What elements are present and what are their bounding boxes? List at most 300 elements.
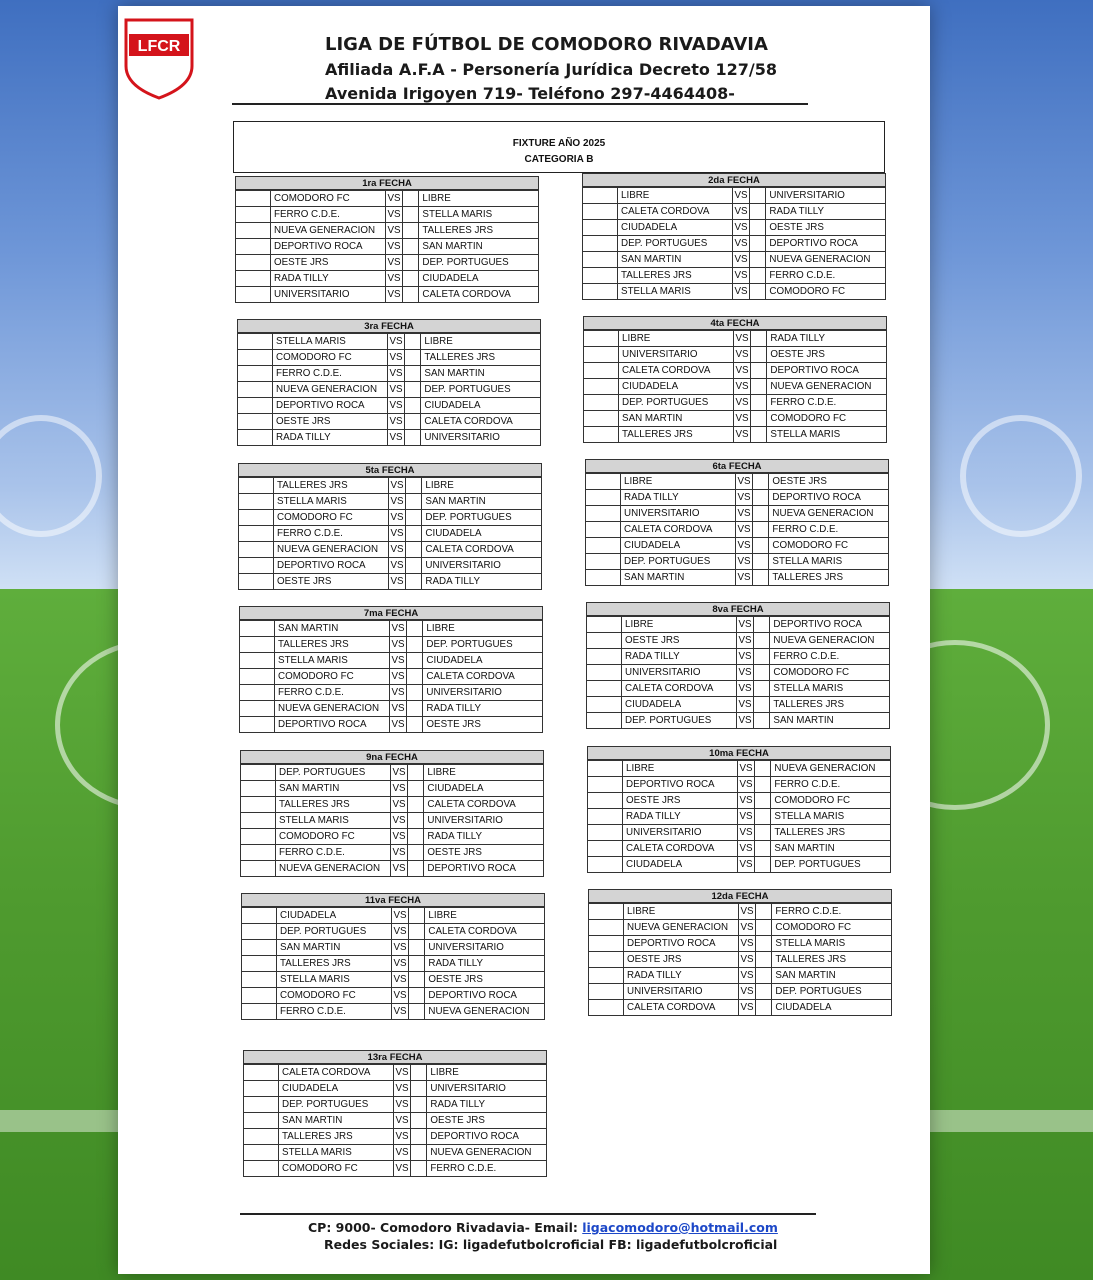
away-team: STELLA MARIS — [771, 809, 891, 825]
away-team: DEP. PORTUGUES — [772, 984, 892, 1000]
row-index-cell — [244, 1081, 279, 1097]
away-team: DEP. PORTUGUES — [421, 382, 541, 398]
row-index-cell — [242, 908, 277, 924]
league-name: LIGA DE FÚTBOL DE COMODORO RIVADAVIA — [325, 34, 768, 55]
row-index-cell — [587, 633, 622, 649]
match-row — [239, 494, 542, 510]
away-team: STELLA MARIS — [772, 936, 892, 952]
vs-label: VS — [388, 334, 404, 350]
spacer-cell — [402, 255, 418, 271]
vs-label: VS — [389, 478, 405, 494]
home-team: COMODORO FC — [276, 829, 391, 845]
footer-email-link[interactable]: ligacomodoro@hotmail.com — [582, 1220, 778, 1235]
round-title: 1ra FECHA — [235, 176, 539, 190]
away-team: FERRO C.D.E. — [766, 268, 886, 284]
away-team: SAN MARTIN — [421, 366, 541, 382]
row-index-cell — [242, 972, 277, 988]
vs-label: VS — [394, 1129, 410, 1145]
home-team: FERRO C.D.E. — [275, 685, 390, 701]
row-index-cell — [587, 713, 622, 729]
vs-label: VS — [394, 1145, 410, 1161]
spacer-cell — [405, 526, 421, 542]
match-row — [238, 382, 541, 398]
home-team: CALETA CORDOVA — [619, 363, 734, 379]
away-team: LIBRE — [421, 334, 541, 350]
home-team: LIBRE — [621, 474, 736, 490]
vs-label: VS — [734, 331, 750, 347]
away-team: DEPORTIVO ROCA — [770, 617, 890, 633]
row-index-cell — [589, 952, 624, 968]
row-index-cell — [238, 430, 273, 446]
matches-table — [585, 473, 889, 586]
vs-label: VS — [392, 988, 408, 1004]
home-team: CIUDADELA — [622, 697, 737, 713]
match-row — [586, 570, 889, 586]
round-title: 2da FECHA — [582, 173, 886, 187]
home-team: FERRO C.D.E. — [271, 207, 386, 223]
match-row — [240, 717, 543, 733]
vs-label: VS — [736, 506, 752, 522]
match-row — [589, 952, 892, 968]
home-team: DEPORTIVO ROCA — [273, 398, 388, 414]
vs-label: VS — [738, 809, 754, 825]
vs-label: VS — [386, 255, 402, 271]
vs-label: VS — [394, 1065, 410, 1081]
home-team: CIUDADELA — [619, 379, 734, 395]
away-team: SAN MARTIN — [770, 713, 890, 729]
row-index-cell — [241, 813, 276, 829]
vs-label: VS — [737, 681, 753, 697]
row-index-cell — [587, 681, 622, 697]
vs-label: VS — [391, 861, 407, 877]
match-row — [236, 287, 539, 303]
round-table — [587, 746, 891, 873]
match-row — [589, 904, 892, 920]
row-index-cell — [241, 829, 276, 845]
row-index-cell — [244, 1113, 279, 1129]
home-team: RADA TILLY — [622, 649, 737, 665]
match-row — [583, 204, 886, 220]
away-team: CALETA CORDOVA — [423, 669, 543, 685]
round-title: 3ra FECHA — [237, 319, 541, 333]
away-team: STELLA MARIS — [769, 554, 889, 570]
match-row — [587, 681, 890, 697]
home-team: STELLA MARIS — [276, 813, 391, 829]
spacer-cell — [407, 813, 423, 829]
vs-label: VS — [739, 904, 755, 920]
spacer-cell — [410, 1113, 426, 1129]
vs-label: VS — [388, 366, 404, 382]
row-index-cell — [589, 1000, 624, 1016]
home-team: TALLERES JRS — [274, 478, 389, 494]
away-team: STELLA MARIS — [770, 681, 890, 697]
row-index-cell — [583, 220, 618, 236]
away-team: SAN MARTIN — [772, 968, 892, 984]
away-team: LIBRE — [425, 908, 545, 924]
vs-label: VS — [386, 223, 402, 239]
home-team: FERRO C.D.E. — [274, 526, 389, 542]
away-team: SAN MARTIN — [771, 841, 891, 857]
row-index-cell — [236, 239, 271, 255]
vs-label: VS — [388, 382, 404, 398]
away-team: FERRO C.D.E. — [771, 777, 891, 793]
row-index-cell — [583, 236, 618, 252]
home-team: DEPORTIVO ROCA — [623, 777, 738, 793]
vs-label: VS — [739, 984, 755, 1000]
spacer-cell — [754, 793, 770, 809]
home-team: CALETA CORDOVA — [621, 522, 736, 538]
vs-label: VS — [391, 813, 407, 829]
match-row — [587, 713, 890, 729]
away-team: TALLERES JRS — [421, 350, 541, 366]
spacer-cell — [750, 331, 766, 347]
home-team: RADA TILLY — [621, 490, 736, 506]
vs-label: VS — [737, 649, 753, 665]
fixture-category: CATEGORIA B — [524, 154, 594, 165]
match-row — [584, 395, 887, 411]
match-row — [586, 554, 889, 570]
away-team: RADA TILLY — [766, 204, 886, 220]
row-index-cell — [588, 761, 623, 777]
match-row — [242, 988, 545, 1004]
match-row — [244, 1097, 547, 1113]
round-table — [586, 602, 890, 729]
home-team: OESTE JRS — [622, 633, 737, 649]
spacer-cell — [753, 633, 769, 649]
away-team: CIUDADELA — [772, 1000, 892, 1016]
row-index-cell — [238, 350, 273, 366]
vs-label: VS — [734, 395, 750, 411]
vs-label: VS — [734, 427, 750, 443]
match-row — [584, 363, 887, 379]
row-index-cell — [236, 287, 271, 303]
spacer-cell — [753, 697, 769, 713]
home-team: STELLA MARIS — [277, 972, 392, 988]
spacer-cell — [753, 649, 769, 665]
match-row — [588, 761, 891, 777]
away-team: TALLERES JRS — [419, 223, 539, 239]
spacer-cell — [752, 474, 768, 490]
away-team: TALLERES JRS — [771, 825, 891, 841]
home-team: OESTE JRS — [274, 574, 389, 590]
round-table — [240, 750, 544, 877]
row-index-cell — [236, 255, 271, 271]
away-team: UNIVERSITARIO — [423, 685, 543, 701]
away-team: LIBRE — [419, 191, 539, 207]
spacer-cell — [404, 398, 420, 414]
vs-label: VS — [736, 570, 752, 586]
home-team: CALETA CORDOVA — [624, 1000, 739, 1016]
home-team: UNIVERSITARIO — [271, 287, 386, 303]
away-team: STELLA MARIS — [767, 427, 887, 443]
away-team: CIUDADELA — [423, 653, 543, 669]
spacer-cell — [752, 522, 768, 538]
away-team: UNIVERSITARIO — [424, 813, 544, 829]
row-index-cell — [588, 777, 623, 793]
vs-label: VS — [737, 633, 753, 649]
vs-label: VS — [738, 841, 754, 857]
home-team: TALLERES JRS — [618, 268, 733, 284]
spacer-cell — [754, 857, 770, 873]
row-index-cell — [244, 1065, 279, 1081]
row-index-cell — [244, 1097, 279, 1113]
match-row — [586, 538, 889, 554]
away-team: DEPORTIVO ROCA — [769, 490, 889, 506]
spacer-cell — [408, 972, 424, 988]
row-index-cell — [242, 924, 277, 940]
vs-label: VS — [738, 777, 754, 793]
row-index-cell — [586, 538, 621, 554]
away-team: LIBRE — [422, 478, 542, 494]
spacer-cell — [410, 1145, 426, 1161]
league-affiliation: Afiliada A.F.A - Personería Jurídica Decreto 127/58 — [325, 60, 777, 79]
match-row — [240, 685, 543, 701]
spacer-cell — [406, 717, 422, 733]
spacer-cell — [755, 1000, 771, 1016]
spacer-cell — [750, 427, 766, 443]
away-team: UNIVERSITARIO — [422, 558, 542, 574]
match-row — [586, 474, 889, 490]
away-team: DEPORTIVO ROCA — [767, 363, 887, 379]
match-row — [586, 522, 889, 538]
home-team: COMODORO FC — [275, 669, 390, 685]
spacer-cell — [408, 940, 424, 956]
spacer-cell — [750, 363, 766, 379]
round-title: 6ta FECHA — [585, 459, 889, 473]
spacer-cell — [749, 220, 765, 236]
match-row — [244, 1129, 547, 1145]
away-team: RADA TILLY — [424, 829, 544, 845]
spacer-cell — [752, 490, 768, 506]
match-row — [583, 284, 886, 300]
round-table — [235, 176, 539, 303]
home-team: RADA TILLY — [271, 271, 386, 287]
home-team: DEP. PORTUGUES — [619, 395, 734, 411]
spacer-cell — [755, 936, 771, 952]
home-team: COMODORO FC — [274, 510, 389, 526]
vs-label: VS — [386, 271, 402, 287]
match-row — [240, 621, 543, 637]
round-title: 13ra FECHA — [243, 1050, 547, 1064]
away-team: TALLERES JRS — [772, 952, 892, 968]
row-index-cell — [239, 510, 274, 526]
away-team: CIUDADELA — [419, 271, 539, 287]
home-team: LIBRE — [618, 188, 733, 204]
round-table — [239, 606, 543, 733]
spacer-cell — [410, 1161, 426, 1177]
row-index-cell — [586, 490, 621, 506]
away-team: OESTE JRS — [424, 845, 544, 861]
spacer-cell — [407, 845, 423, 861]
match-row — [242, 908, 545, 924]
away-team: CALETA CORDOVA — [419, 287, 539, 303]
spacer-cell — [752, 570, 768, 586]
round-table — [243, 1050, 547, 1177]
match-row — [238, 398, 541, 414]
match-row — [583, 252, 886, 268]
spacer-cell — [404, 366, 420, 382]
row-index-cell — [583, 252, 618, 268]
spacer-cell — [755, 968, 771, 984]
away-team: NUEVA GENERACION — [771, 761, 891, 777]
vs-label: VS — [389, 558, 405, 574]
spacer-cell — [402, 207, 418, 223]
match-row — [584, 427, 887, 443]
footer-divider — [240, 1213, 816, 1215]
round-title: 10ma FECHA — [587, 746, 891, 760]
row-index-cell — [583, 284, 618, 300]
away-team: NUEVA GENERACION — [427, 1145, 547, 1161]
vs-label: VS — [386, 207, 402, 223]
row-index-cell — [584, 411, 619, 427]
row-index-cell — [240, 653, 275, 669]
spacer-cell — [406, 621, 422, 637]
match-row — [239, 558, 542, 574]
row-index-cell — [589, 936, 624, 952]
matches-table — [588, 903, 892, 1016]
home-team: FERRO C.D.E. — [277, 1004, 392, 1020]
vs-label: VS — [736, 522, 752, 538]
spacer-cell — [402, 271, 418, 287]
vs-label: VS — [391, 829, 407, 845]
matches-table — [586, 616, 890, 729]
away-team: OESTE JRS — [767, 347, 887, 363]
spacer-cell — [406, 653, 422, 669]
away-team: LIBRE — [424, 765, 544, 781]
spacer-cell — [406, 669, 422, 685]
vs-label: VS — [739, 936, 755, 952]
vs-label: VS — [734, 363, 750, 379]
match-row — [583, 220, 886, 236]
away-team: DEP. PORTUGUES — [422, 510, 542, 526]
home-team: NUEVA GENERACION — [274, 542, 389, 558]
vs-label: VS — [394, 1113, 410, 1129]
home-team: NUEVA GENERACION — [273, 382, 388, 398]
spacer-cell — [405, 510, 421, 526]
round-title: 5ta FECHA — [238, 463, 542, 477]
row-index-cell — [238, 382, 273, 398]
row-index-cell — [584, 379, 619, 395]
home-team: CIUDADELA — [279, 1081, 394, 1097]
home-team: SAN MARTIN — [276, 781, 391, 797]
spacer-cell — [755, 904, 771, 920]
row-index-cell — [244, 1145, 279, 1161]
spacer-cell — [408, 988, 424, 1004]
home-team: COMODORO FC — [273, 350, 388, 366]
home-team: DEP. PORTUGUES — [277, 924, 392, 940]
spacer-cell — [749, 252, 765, 268]
spacer-cell — [755, 920, 771, 936]
vs-label: VS — [390, 637, 406, 653]
matches-table — [238, 477, 542, 590]
match-row — [589, 920, 892, 936]
spacer-cell — [402, 191, 418, 207]
row-index-cell — [588, 809, 623, 825]
row-index-cell — [240, 669, 275, 685]
row-index-cell — [586, 570, 621, 586]
row-index-cell — [236, 223, 271, 239]
spacer-cell — [752, 506, 768, 522]
spacer-cell — [749, 204, 765, 220]
vs-label: VS — [733, 188, 749, 204]
match-row — [588, 809, 891, 825]
home-team: TALLERES JRS — [619, 427, 734, 443]
home-team: DEP. PORTUGUES — [618, 236, 733, 252]
match-row — [236, 207, 539, 223]
row-index-cell — [242, 988, 277, 1004]
row-index-cell — [242, 940, 277, 956]
match-row — [236, 223, 539, 239]
home-team: DEPORTIVO ROCA — [275, 717, 390, 733]
spacer-cell — [410, 1065, 426, 1081]
match-row — [240, 637, 543, 653]
match-row — [244, 1065, 547, 1081]
row-index-cell — [584, 427, 619, 443]
match-row — [583, 188, 886, 204]
away-team: OESTE JRS — [766, 220, 886, 236]
match-row — [588, 857, 891, 873]
vs-label: VS — [733, 268, 749, 284]
match-row — [241, 861, 544, 877]
matches-table — [587, 760, 891, 873]
home-team: DEPORTIVO ROCA — [274, 558, 389, 574]
row-index-cell — [584, 347, 619, 363]
home-team: TALLERES JRS — [279, 1129, 394, 1145]
spacer-cell — [402, 239, 418, 255]
away-team: DEP. PORTUGUES — [771, 857, 891, 873]
away-team: DEP. PORTUGUES — [423, 637, 543, 653]
spacer-cell — [405, 542, 421, 558]
away-team: OESTE JRS — [425, 972, 545, 988]
round-title: 7ma FECHA — [239, 606, 543, 620]
vs-label: VS — [737, 713, 753, 729]
home-team: LIBRE — [622, 617, 737, 633]
match-row — [584, 331, 887, 347]
spacer-cell — [410, 1097, 426, 1113]
match-row — [241, 797, 544, 813]
match-row — [583, 268, 886, 284]
vs-label: VS — [734, 347, 750, 363]
spacer-cell — [404, 382, 420, 398]
spacer-cell — [410, 1129, 426, 1145]
vs-label: VS — [392, 972, 408, 988]
vs-label: VS — [390, 685, 406, 701]
home-team: STELLA MARIS — [275, 653, 390, 669]
home-team: CALETA CORDOVA — [618, 204, 733, 220]
matches-table — [582, 187, 886, 300]
away-team: UNIVERSITARIO — [421, 430, 541, 446]
home-team: DEP. PORTUGUES — [279, 1097, 394, 1113]
match-row — [583, 236, 886, 252]
footer-contact-text: CP: 9000- Comodoro Rivadavia- Email: — [308, 1220, 583, 1235]
away-team: NUEVA GENERACION — [770, 633, 890, 649]
spacer-cell — [406, 685, 422, 701]
match-row — [244, 1081, 547, 1097]
round-title: 4ta FECHA — [583, 316, 887, 330]
matches-table — [241, 907, 545, 1020]
row-index-cell — [586, 506, 621, 522]
match-row — [244, 1161, 547, 1177]
home-team: SAN MARTIN — [619, 411, 734, 427]
vs-label: VS — [738, 761, 754, 777]
match-row — [589, 968, 892, 984]
vs-label: VS — [391, 781, 407, 797]
home-team: UNIVERSITARIO — [624, 984, 739, 1000]
matches-table — [243, 1064, 547, 1177]
away-team: DEP. PORTUGUES — [419, 255, 539, 271]
row-index-cell — [242, 1004, 277, 1020]
round-table — [237, 319, 541, 446]
